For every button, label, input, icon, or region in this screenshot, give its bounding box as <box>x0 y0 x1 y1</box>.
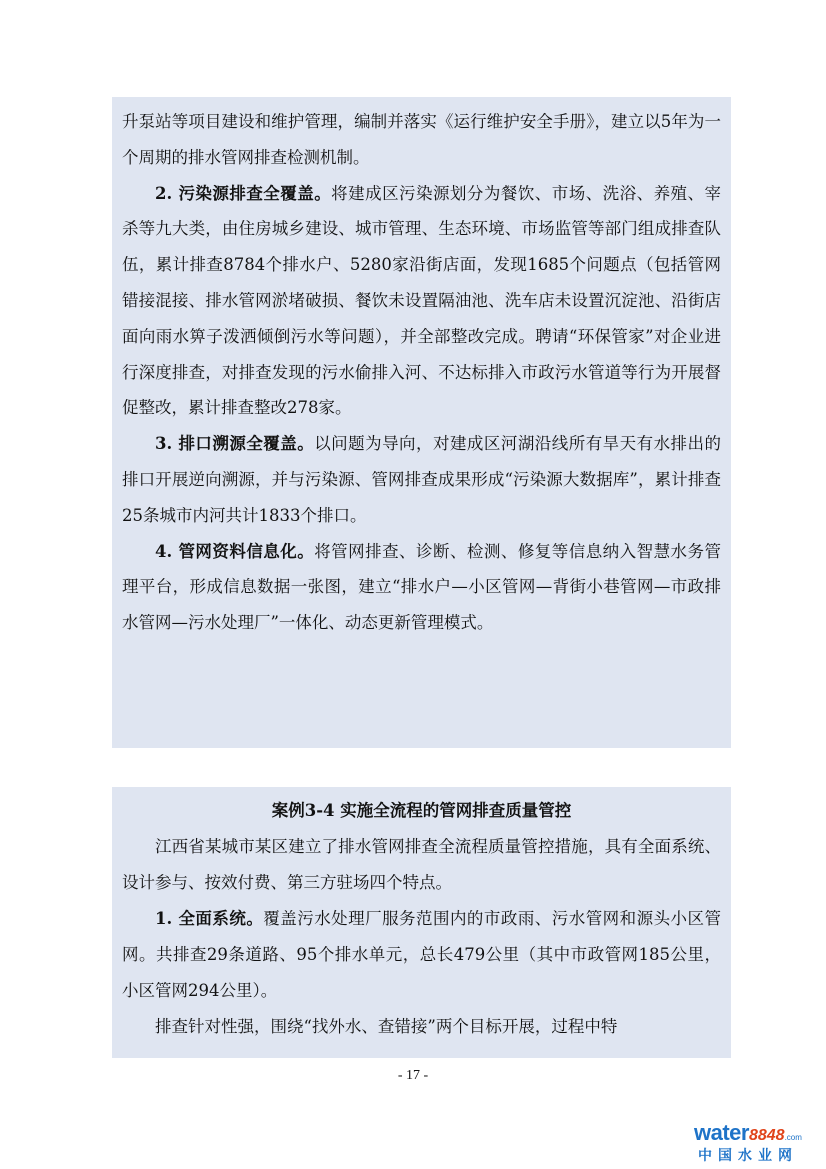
watermark-chinese-name: 中国水业网 <box>698 1148 798 1164</box>
paragraph-pollution-source <box>122 176 721 427</box>
watermark-wordmark: water8848.com <box>694 1120 802 1145</box>
paragraph-targeted: 排查针对性强，围绕“找外水、查错接”两个目标开展，过程中特 <box>155 1017 618 1036</box>
heading-network-info: 4. 管网资料信息化。 <box>155 541 315 561</box>
case-box-continued <box>112 97 731 748</box>
body-comprehensive: 覆盖污水处理厂服务范围内的市政雨、污水管网和源头小区管网。共排查29条道路、95个排水单元，总长479公里（其中市政管网185公里，小区管网294公里）。 <box>122 909 721 1000</box>
case-title: 案例3-4 实施全流程的管网排查质量管控 <box>271 801 572 820</box>
body-outfall-tracing: 以问题为导向，对建成区河湖沿线所有旱天有水排出的排口开展逆向溯源，并与污染源、管网排查成果形成“污染源大数据库”，累计排查25条城市内河共计1833个排口。 <box>122 434 721 525</box>
paragraph-network-info <box>122 534 721 641</box>
case-box-3-4 <box>112 787 731 1058</box>
paragraph-comprehensive <box>122 901 721 1009</box>
watermark-logo <box>694 1120 820 1166</box>
paragraph-outfall-tracing <box>122 426 721 533</box>
heading-outfall-tracing: 3. 排口溯源全覆盖。 <box>155 434 315 454</box>
paragraph-case-intro: 江西省某城市某区建立了排水管网排查全流程质量管控措施，具有全面系统、设计参与、按效付费、第三方驻场四个特点。 <box>122 837 721 892</box>
paragraph-intro: 升泵站等项目建设和维护管理，编制并落实《运行维护安全手册》，建立以5年为一个周期的排水管网排查检测机制。 <box>122 112 721 167</box>
page-number: - 17 - <box>397 1068 429 1083</box>
heading-comprehensive: 1. 全面系统。 <box>155 909 264 928</box>
body-pollution-source: 将建成区污染源划分为餐饮、市场、洗浴、养殖、宰杀等九大类，由住房城乡建设、城市管理、生态环境、市场监管等部门组成排查队伍，累计排查8784个排水户、5280家沿街店面，发现1685个问题点（包括管网错接混接、排水管网淤堵破损、餐饮未设置隔油池、洗车店未设置沉淀池、沿街店面向雨水箅子泼洒倾倒污水等问题），并全部整改完成。聘请“环保管家”对企业进行深度排查，对排查发现的污水偷排入河、不达标排入市政污水管道等行为开展督促整改，累计排查整改278家。 <box>122 183 721 418</box>
body-network-info: 将管网排查、诊断、检测、修复等信息纳入智慧水务管理平台，形成信息数据一张图，建立“排水户—小区管网—背街小巷管网—市政排水管网—污水处理厂”一体化、动态更新管理模式。 <box>122 541 721 633</box>
heading-pollution-source: 2. 污染源排查全覆盖。 <box>155 183 332 203</box>
